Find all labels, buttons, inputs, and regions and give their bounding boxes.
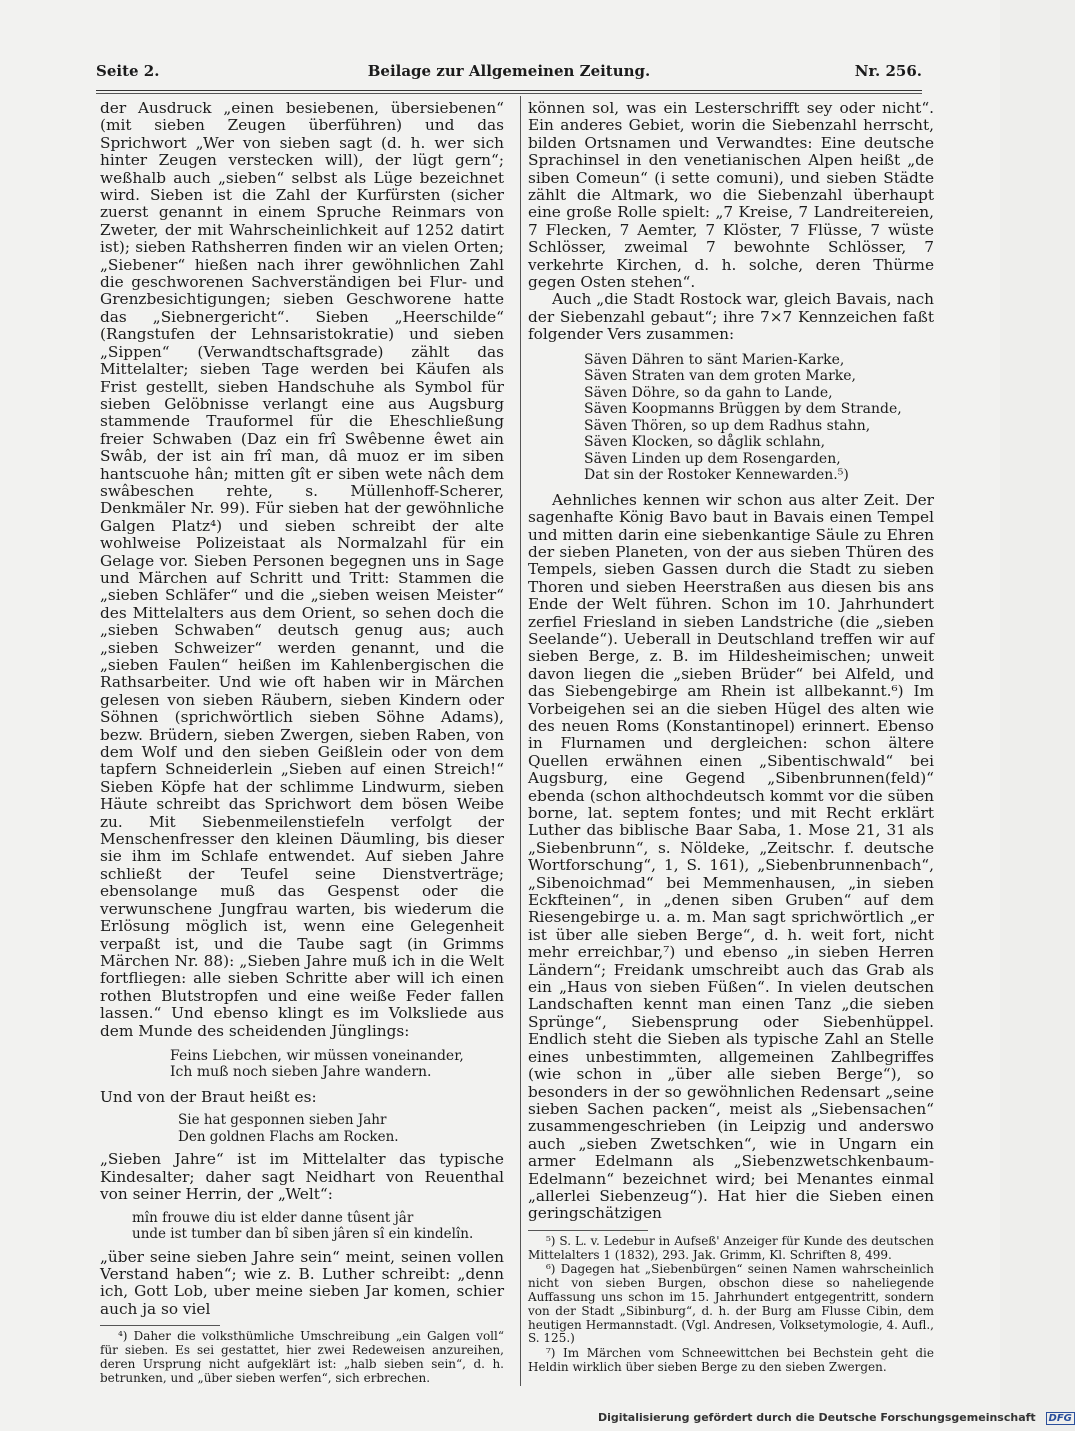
verse-line: Feins Liebchen, wir müssen voneinander, <box>170 1047 464 1064</box>
footnote-4: ⁴) Daher die volksthümliche Umschreibung „ein Galgen voll“ für sieben. Es sei gestattet, hier zwei Redeweisen anzureihen, deren Ursprung nicht aufgeklärt ist: „halb sieben sein“, d. h. betrunken, und „über sieben werfen“, sich erbrechen. <box>100 1329 504 1385</box>
right-footnotes <box>528 1235 934 1375</box>
footnote-5: ⁵) S. L. v. Ledebur in Aufseß' Anzeiger für Kunde des deutschen Mittelalters 1 (1832), 293. Jak. Grimm, Kl. Schriften 8, 499. <box>528 1233 934 1262</box>
rostock-verse <box>584 352 934 484</box>
right-paragraph-1: können sol, was ein Lesterschrifft sey oder nicht“. Ein anderes Gebiet, worin die Siebenzahl herrscht, bilden Ortsnamen und Verwandtes: Eine deutsche Sprachinsel in den venetianischen Alpen heißt „de siben Comeun“ (i sette comuni), und sieben Städte zählt die Altmark, wo die Siebenzahl überhaupt eine große Rolle spielt: „7 Kreise, 7 Landreitereien, 7 Flecken, 7 Aemter, 7 Klöster, 7 Flüsse, 7 wüste Schlösser, zweimal 7 bewohnte Schlösser, 7 verkehrte Kirchen, d. h. solche, deren Thürme gegen Osten stehen“. <box>528 99 934 292</box>
footnote-rule <box>100 1325 220 1326</box>
header-rule <box>96 90 922 91</box>
footnote-7: ⁷) Im Märchen vom Schneewittchen bei Bechstein geht die Heldin wirklich über sieben Berge zu den sieben Zwergen. <box>528 1346 934 1374</box>
left-verse-2 <box>178 1112 504 1145</box>
footnote-6: ⁶) Dagegen hat „Siebenbürgen“ seinen Namen wahrscheinlich nicht von sieben Burgen, obschon diese so naheliegende Auffassung uns schon im 15. Jahrhundert entgegentritt, sondern von der Stadt „Sibinburg“, d. h. der Burg am Flusse Cibin, dem heutigen Hermannstadt. (Vgl. Andresen, Volksetymologie, 4. Aufl., S. 125.) <box>528 1262 934 1346</box>
verse-line: Säven Straten van dem groten Marke, <box>584 368 856 385</box>
header-rule-thin <box>96 93 922 94</box>
verse-line: Säven Dähren to sänt Marien-Karke, <box>584 351 845 368</box>
column-divider <box>520 96 521 1386</box>
verse-line: Säven Döhre, so da gahn to Lande, <box>584 384 833 401</box>
left-paragraph-1: der Ausdruck „einen besiebenen, übersiebenen“ (mit sieben Zeugen überführen) und das Sprichwort „Wer von sieben sagt (d. h. wer sich hinter Zeugen verstecken will), der lügt gern“; weßhalb auch „sieben“ selbst als Lüge bezeichnet wird. Sieben ist die Zahl der Kurfürsten (sicher zuerst genannt in einem Spruche Reinmars von Zweter, der mit Wahrscheinlichkeit auf 1252 datirt ist); sieben Rathsherren finden wir an vielen Orten; „Siebener“ hießen nach ihrer gewöhnlichen Zahl die geschworenen Sachverständigen bei Flur- und Grenzbesichtigungen; sieben Geschworene hatte das „Siebnergericht“. Sieben „Heerschilde“ (Rangstufen der Lehnsaristokratie) und sieben „Sippen“ (Verwandtschaftsgrade) zählt das Mittelalter; sieben Tage werden bei Käufen als Frist gestellt, sieben Handschuhe als Symbol für sieben Gelöbnisse verlangt eine aus Augsburg stammende Trauformel für die Eheschließung freier Schwaben (Daz ein frî Swêbenne êwet ain Swâb, der ist ain frî man, dâ muoz er im siben hantscuohe hân; mitten gît er siben wete nâch dem swâbeschen rehte, s. Müllenhoff-Scherer, Denkmäler Nr. 99). Für sieben hat der gewöhnliche Galgen Platz⁴) und sieben schreibt der alte wohlweise Polizeistaat als Normalzahl für ein Gelage vor. Sieben Personen begegnen uns in Sage und Märchen auf Schritt und Tritt: Stammen die „sieben Schläfer“ und die „sieben weisen Meister“ des Mittelalters aus dem Orient, so sehen doch die „sieben Schwaben“ deutsch genug aus; auch „sieben Schweizer“ werden genannt, und die „sieben Faulen“ heißen im Kahlenbergischen die Rathsarbeiter. Und wie oft haben wir in Märchen gelesen von sieben Räubern, sieben Kindern oder Söhnen (sprichwörtlich sieben Söhne Adams), bezw. Brüdern, sieben Zwergen, sieben Raben, von dem Wolf und den sieben Geißlein oder von dem tapfern Schneiderlein „Sieben auf einen Streich!“ Sieben Köpfe hat der schlimme Lindwurm, sieben Häute schreibt das Sprichwort dem bösen Weibe zu. Mit Siebenmeilenstiefeln verfolgt der Menschenfresser den kleinen Däumling, bis dieser sie ihm im Schlafe entwendet. Auf sieben Jahre schließt der Teufel seine Dienstverträge; ebensolange muß das Gespenst oder die verwunschene Jungfrau warten, bis wiederum die Erlösung möglich ist, wenn eine Gelegenheit verpaßt ist, und die Taube sagt (in Grimms Märchen Nr. 88): „Sieben Jahre muß ich in die Welt fortfliegen: alle sieben Schritte aber will ich einen rothen Blutstropfen und eine weiße Feder fallen lassen.“ Und ebenso klingt es im Volksliede aus dem Munde des scheidenden Jünglings: <box>100 99 504 1040</box>
verse-line: Säven Koopmanns Brüggen by dem Strande, <box>584 401 902 418</box>
publication-title: Beilage zur Allgemeinen Zeitung. <box>367 62 651 80</box>
left-paragraph-2: Und von der Braut heißt es: <box>100 1087 317 1106</box>
digitization-credit <box>598 1411 1075 1425</box>
page-number: Seite 2. <box>96 62 160 80</box>
footnote-rule <box>528 1230 648 1231</box>
verse-line: mîn frouwe diu ist elder danne tûsent jâr <box>132 1209 414 1226</box>
right-column <box>528 100 934 1376</box>
left-column <box>100 100 504 1386</box>
left-footnotes <box>100 1330 504 1385</box>
verse-line: unde ist tumber dan bî siben jâren sî ein kindelîn. <box>132 1226 474 1243</box>
verse-line: Säven Linden up dem Rosengarden, <box>584 450 841 467</box>
left-paragraph-3: „Sieben Jahre“ ist im Mittelalter das typische Kindesalter; daher sagt Neidhart von Reuenthal von seiner Herrin, der „Welt“: <box>100 1150 504 1204</box>
page-header <box>96 62 922 86</box>
verse-line: Dat sin der Rostoker Kennewarden.⁵) <box>584 467 849 484</box>
verse-line: Sie hat gesponnen sieben Jahr <box>178 1112 387 1129</box>
left-verse-1 <box>170 1048 504 1081</box>
right-paragraph-3: Aehnliches kennen wir schon aus alter Zeit. Der sagenhafte König Bavo baut in Bavais einen Tempel und mitten darin eine siebenkantige Säule zu Ehren der sieben Planeten, von der aus sieben Thüren des Tempels, sieben Gassen durch die Stadt zu sieben Thoren und sieben Heerstraßen aus diesen bis ans Ende der Welt führen. Schon im 10. Jahrhundert zerfiel Friesland in sieben Landstriche (die „sieben Seelande“). Ueberall in Deutschland treffen wir auf sieben Berge, z. B. im Hildesheimischen; unweit davon liegen die „sieben Brüder“ bei Alfeld, und das Siebengebirge am Rhein ist allbekannt.⁶) Im Vorbeigehen sei an die sieben Hügel des alten wie des neuen Roms (Konstantinopel) erinnert. Ebenso in Flurnamen und dergleichen: schon ältere Quellen erwähnen einen „Sibentischwald“ bei Augsburg, eine Gegend „Sibenbrunnen(feld)“ ebenda (schon althochdeutsch kommt vor die süben borne, lat. septem fontes; und mit Recht erklärt Luther das biblische Baar Saba, 1. Mose 21, 31 als „Siebenbrunn“, s. Nöldeke, „Zeitschr. f. deutsche Wortforschung“, 1, S. 161), „Siebenbrunnenbach“, „Sibenoichmad“ bei Memmenhausen, „in sieben Eckfteinen“, in „denen siben Gruben“ auf dem Riesengebirge u. a. m. Man sagt sprichwörtlich „er ist über alle sieben Berge“, d. h. weit fort, nicht mehr erreichbar,⁷) und ebenso „in sieben Herren Ländern“; Freidank umschreibt auch das Grab als ein „Haus von sieben Füßen“. In vielen deutschen Landschaften kennt man einen Tanz „die sieben Sprünge“, Siebensprung oder Siebenhüppel. Endlich steht die Sieben als typische Zahl an Stelle eines unbestimmten, allgemeinen Zahlbegriffes (wie schon in „über alle sieben Berge“), so besonders in der so gewöhnlichen Redensart „seine sieben Sachen packen“, meist als „Siebensachen“ zusammengeschrieben (in Leipzig und anderswo auch „sieben Zwetschken“, wie in Ungarn ein armer Edelmann als „Siebenzwetschkenbaum-Edelmann“ bezeichnet wird; bei Menantes einmal „allerlei Siebenzeug“). Hat hier die Sieben einen geringschätzigen <box>528 490 934 1223</box>
issue-number: Nr. 256. <box>854 62 922 80</box>
verse-line: Säven Thören, so up dem Radhus stahn, <box>584 417 871 434</box>
credit-text: Digitalisierung gefördert durch die Deutsche Forschungsgemeinschaft <box>598 1411 1036 1424</box>
left-paragraph-4: „über seine sieben Jahre sein“ meint, seinen vollen Verstand haben“; wie z. B. Luther schreibt: „denn ich, Gott Lob, uber meine sieben Jar komen, schier auch ja so viel <box>100 1247 504 1318</box>
verse-line: Säven Klocken, so dåglik schlahn, <box>584 434 826 451</box>
left-verse-3 <box>132 1210 504 1243</box>
dfg-logo: DFG <box>1046 1412 1075 1425</box>
verse-line: Den goldnen Flachs am Rocken. <box>178 1128 399 1145</box>
right-paragraph-2: Auch „die Stadt Rostock war, gleich Bavais, nach der Siebenzahl gebaut“; ihre 7×7 Kennzeichen faßt folgender Vers zusammen: <box>528 290 934 344</box>
verse-line: Ich muß noch sieben Jahre wandern. <box>170 1064 432 1081</box>
